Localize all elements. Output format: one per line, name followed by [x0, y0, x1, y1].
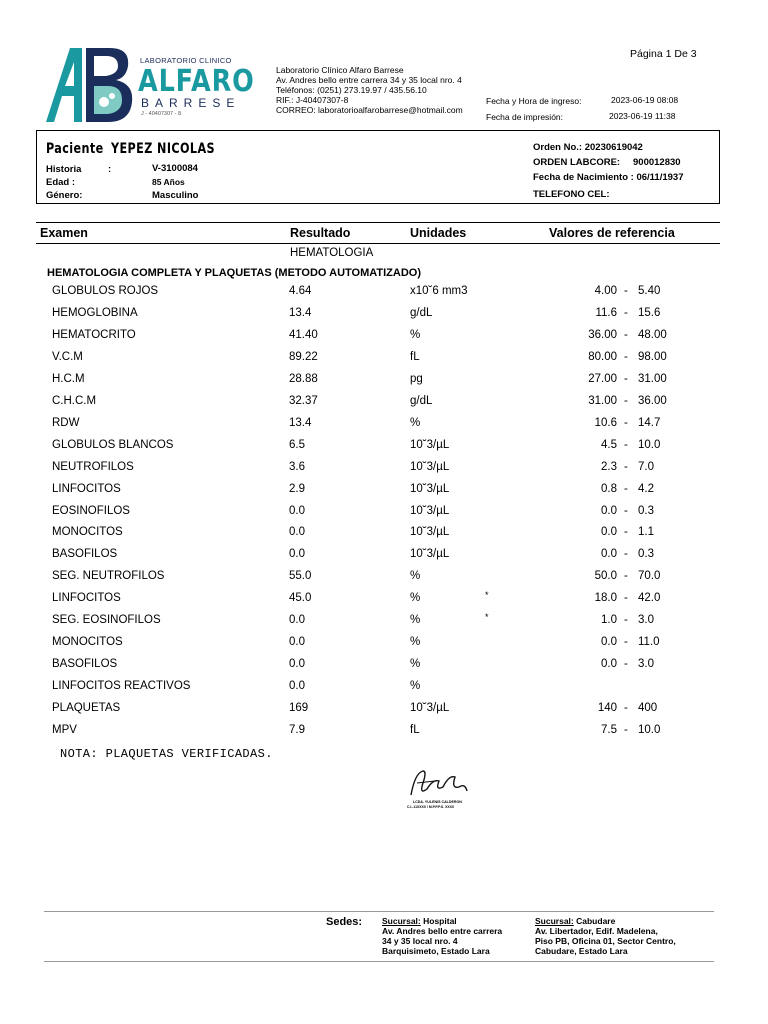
logo-monogram-icon [40, 40, 140, 130]
signature-line1: LCDA. YULENIS CALDERON [413, 800, 462, 804]
row-range-low: 27.00 [588, 372, 617, 385]
lab-info-line: Av. Andres bello entre carrera 34 y 35 local nro. 4 [276, 75, 462, 85]
row-range-dash: - [624, 438, 628, 451]
row-unit: g/dL [410, 306, 433, 319]
row-range-high: 31.00 [638, 372, 667, 385]
row-result: 4.64 [289, 285, 312, 297]
row-unit: % [410, 614, 421, 627]
lab-info-line: Teléfonos: (0251) 273.19.97 / 435.56.10 [276, 85, 427, 95]
row-range-high: 48.00 [638, 328, 667, 341]
row-range-high: 36.00 [638, 394, 667, 407]
row-range-low: 4.00 [594, 285, 617, 297]
historia-value: V-3100084 [152, 163, 198, 174]
row-result: 32.37 [289, 394, 318, 407]
signature-line2: C.I.-11XXXX / M.P.P.P.S. XXXX [407, 805, 455, 809]
row-range-high: 7.0 [638, 460, 654, 473]
row-exam-name: GLOBULOS ROJOS [52, 285, 159, 297]
lab-logo [40, 40, 255, 130]
sucursal1-line: Av. Andres bello entre carrera [382, 926, 503, 936]
row-unit: % [410, 570, 421, 583]
row-result: 13.4 [289, 416, 312, 429]
row-exam-name: MPV [52, 724, 77, 736]
header-unidades: Unidades [410, 226, 467, 240]
row-exam-name: NEUTROFILOS [52, 460, 134, 473]
logo-line3: BARRESE [141, 96, 241, 110]
row-flag: * [485, 590, 489, 601]
row-unit: 10˘3/µL [410, 702, 450, 715]
row-exam-name: PLAQUETAS [52, 702, 121, 715]
row-exam-name: H.C.M [52, 372, 85, 385]
ingreso-value: 2023-06-19 08:08 [611, 95, 679, 105]
header-examen: Examen [40, 226, 88, 240]
row-range-dash: - [624, 570, 628, 583]
row-range-low: 0.0 [601, 636, 617, 649]
ingreso-label: Fecha y Hora de ingreso: [486, 96, 582, 106]
row-result: 2.9 [289, 482, 305, 495]
row-exam-name: LINFOCITOS [52, 592, 121, 605]
row-result: 45.0 [289, 592, 312, 605]
row-unit: % [410, 328, 421, 341]
row-range-dash: - [624, 526, 628, 539]
row-result: 41.40 [289, 328, 318, 341]
patient-name-label: Paciente [46, 141, 104, 157]
row-range-dash: - [624, 636, 628, 649]
row-range-high: 1.1 [638, 526, 654, 539]
labcore-value: 900012830 [633, 157, 681, 168]
footer-top-rule [44, 911, 714, 912]
row-result: 0.0 [289, 636, 305, 649]
impresion-label: Fecha de impresión: [486, 112, 564, 122]
row-range-low: 140 [597, 702, 617, 715]
note: NOTA: PLAQUETAS VERIFICADAS. [60, 747, 273, 761]
row-range-high: 42.0 [638, 592, 661, 605]
orden-number: Orden No.: 20230619042 [533, 142, 643, 153]
row-exam-name: LINFOCITOS [52, 482, 121, 495]
row-unit: 10˘3/µL [410, 460, 450, 473]
page-number: Página 1 De 3 [630, 48, 697, 60]
row-range-low: 4.5 [601, 438, 617, 451]
row-range-low: 0.0 [601, 504, 617, 517]
table-header-rule [36, 243, 720, 244]
row-flag: * [485, 612, 489, 623]
sucursal1-line: Barquisimeto, Estado Lara [382, 946, 490, 956]
row-range-low: 18.0 [594, 592, 617, 605]
row-range-dash: - [624, 614, 628, 627]
sucursal2-label: Sucursal: [535, 916, 574, 926]
row-range-low: 11.6 [595, 306, 617, 319]
row-range-high: 4.2 [638, 482, 654, 495]
labcore-label: ORDEN LABCORE: [533, 157, 621, 168]
row-unit: % [410, 416, 421, 429]
row-result: 0.0 [289, 504, 305, 517]
footer-bottom-rule [44, 961, 714, 962]
historia-colon: : [108, 164, 112, 175]
row-range-high: 5.40 [638, 285, 661, 297]
sucursal2-line: Piso PB, Oficina 01, Sector Centro, [535, 936, 676, 946]
row-result: 89.22 [289, 350, 318, 363]
row-range-dash: - [624, 350, 628, 363]
row-range-high: 400 [638, 702, 658, 715]
sucursal1-line: 34 y 35 local nro. 4 [382, 936, 458, 946]
lab-info-line: RIF.: J-40407307-8 [276, 95, 349, 105]
row-range-low: 1.0 [601, 614, 617, 627]
row-unit: % [410, 658, 421, 671]
row-range-low: 80.00 [588, 350, 617, 363]
row-range-high: 3.0 [638, 658, 654, 671]
row-unit: 10˘3/µL [410, 504, 450, 517]
header-valores: Valores de referencia [549, 226, 675, 240]
row-result: 3.6 [289, 460, 305, 473]
row-unit: x10˘6 mm3 [410, 285, 468, 297]
row-unit: 10˘3/µL [410, 526, 450, 539]
row-exam-name: GLOBULOS BLANCOS [52, 438, 174, 451]
row-result: 0.0 [289, 658, 305, 671]
row-unit: 10˘3/µL [410, 482, 450, 495]
historia-label: Historia [46, 164, 82, 175]
header-resultado: Resultado [290, 226, 351, 240]
impresion-value: 2023-06-19 11:38 [609, 111, 676, 121]
row-range-high: 11.0 [638, 636, 660, 649]
lab-info-line: CORREO: laboratorioalfarobarrese@hotmail.com [276, 105, 463, 115]
row-range-high: 70.0 [638, 570, 661, 583]
row-range-dash: - [624, 724, 628, 736]
genero-value: Masculino [152, 190, 199, 201]
row-unit: % [410, 680, 421, 693]
row-range-dash: - [624, 702, 628, 715]
row-result: 13.4 [289, 306, 312, 319]
row-unit: pg [410, 372, 423, 385]
row-unit: 10˘3/µL [410, 548, 450, 561]
row-unit: fL [410, 350, 420, 363]
row-exam-name: BASOFILOS [52, 548, 118, 561]
row-exam-name: EOSINOFILOS [52, 504, 130, 517]
row-result: 0.0 [289, 680, 305, 693]
row-result: 0.0 [289, 614, 305, 627]
row-range-high: 10.0 [638, 724, 661, 736]
row-exam-name: LINFOCITOS REACTIVOS [52, 680, 191, 693]
logo-line1: LABORATORIO CLINICO [140, 56, 232, 65]
row-result: 0.0 [289, 526, 305, 539]
row-result: 7.9 [289, 724, 305, 736]
table-top-rule [36, 222, 720, 223]
row-range-dash: - [624, 548, 628, 561]
genero-label: Género: [46, 190, 83, 201]
row-range-low: 2.3 [601, 460, 617, 473]
row-unit: g/dL [410, 394, 433, 407]
row-range-dash: - [624, 372, 628, 385]
sucursal-hospital [382, 916, 502, 956]
row-result: 55.0 [289, 570, 312, 583]
sucursal2-name: Cabudare [576, 916, 616, 926]
row-range-dash: - [624, 460, 628, 473]
logo-line2: ALFARO [138, 64, 255, 99]
section-title: HEMATOLOGIA [290, 247, 374, 259]
signature [405, 765, 475, 813]
row-exam-name: C.H.C.M [52, 394, 97, 407]
row-exam-name: RDW [52, 416, 80, 429]
row-range-dash: - [624, 482, 628, 495]
row-result: 28.88 [289, 372, 318, 385]
row-range-dash: - [624, 592, 628, 605]
logo-rif: J - 40407307 - 8 [141, 111, 182, 117]
row-range-dash: - [624, 306, 628, 319]
row-exam-name: MONOCITOS [52, 526, 123, 539]
telefono-cel: TELEFONO CEL: [533, 189, 610, 200]
row-range-low: 0.0 [601, 658, 617, 671]
edad-label: Edad : [46, 177, 76, 188]
lab-info-line: Laboratorio Clínico Alfaro Barrese [276, 65, 404, 75]
row-range-high: 0.3 [638, 504, 654, 517]
row-exam-name: MONOCITOS [52, 636, 123, 649]
row-range-high: 15.6 [638, 306, 661, 319]
lab-info [276, 65, 463, 115]
row-range-low: 36.00 [588, 328, 617, 341]
row-range-low: 31.00 [588, 394, 617, 407]
row-range-low: 50.0 [594, 570, 617, 583]
row-exam-name: SEG. NEUTROFILOS [52, 570, 165, 583]
row-range-dash: - [624, 416, 628, 429]
row-result: 6.5 [289, 438, 305, 451]
row-range-high: 14.7 [638, 416, 661, 429]
row-exam-name: HEMATOCRITO [52, 328, 136, 341]
row-range-low: 0.8 [601, 482, 617, 495]
row-range-dash: - [624, 504, 628, 517]
row-range-dash: - [624, 328, 628, 341]
row-exam-name: BASOFILOS [52, 658, 118, 671]
row-result: 169 [289, 702, 309, 715]
row-range-low: 7.5 [601, 724, 617, 736]
edad-value: 85 Años [152, 177, 185, 187]
row-range-dash: - [624, 658, 628, 671]
row-range-dash: - [624, 394, 628, 407]
row-range-low: 10.6 [594, 416, 617, 429]
row-range-dash: - [624, 285, 628, 297]
patient-name: YEPEZ NICOLAS [111, 141, 215, 157]
row-result: 0.0 [289, 548, 305, 561]
row-exam-name: HEMOGLOBINA [52, 306, 138, 319]
row-range-low: 0.0 [601, 548, 617, 561]
fecha-nacimiento: Fecha de Nacimiento : 06/11/1937 [533, 172, 684, 183]
row-range-low: 0.0 [601, 526, 617, 539]
row-range-high: 10.0 [638, 438, 661, 451]
sucursal1-label: Sucursal: [382, 916, 421, 926]
sucursal2-line: Av. Libertador, Edif. Madelena, [535, 926, 658, 936]
row-unit: fL [410, 724, 420, 736]
signature-scribble-icon [405, 765, 475, 801]
row-range-high: 3.0 [638, 614, 654, 627]
sucursal2-line: Cabudare, Estado Lara [535, 946, 628, 956]
row-range-high: 0.3 [638, 548, 654, 561]
row-unit: 10˘3/µL [410, 438, 450, 451]
sucursal1-name: Hospital [423, 916, 457, 926]
row-range-high: 98.00 [638, 350, 667, 363]
row-unit: % [410, 592, 421, 605]
subsection-title: HEMATOLOGIA COMPLETA Y PLAQUETAS (METODO AUTOMATIZADO) [47, 267, 421, 279]
sucursal-cabudare [535, 916, 676, 956]
sedes-label: Sedes: [326, 916, 363, 928]
row-exam-name: SEG. EOSINOFILOS [52, 614, 161, 627]
row-exam-name: V.C.M [52, 350, 83, 363]
row-unit: % [410, 636, 421, 649]
